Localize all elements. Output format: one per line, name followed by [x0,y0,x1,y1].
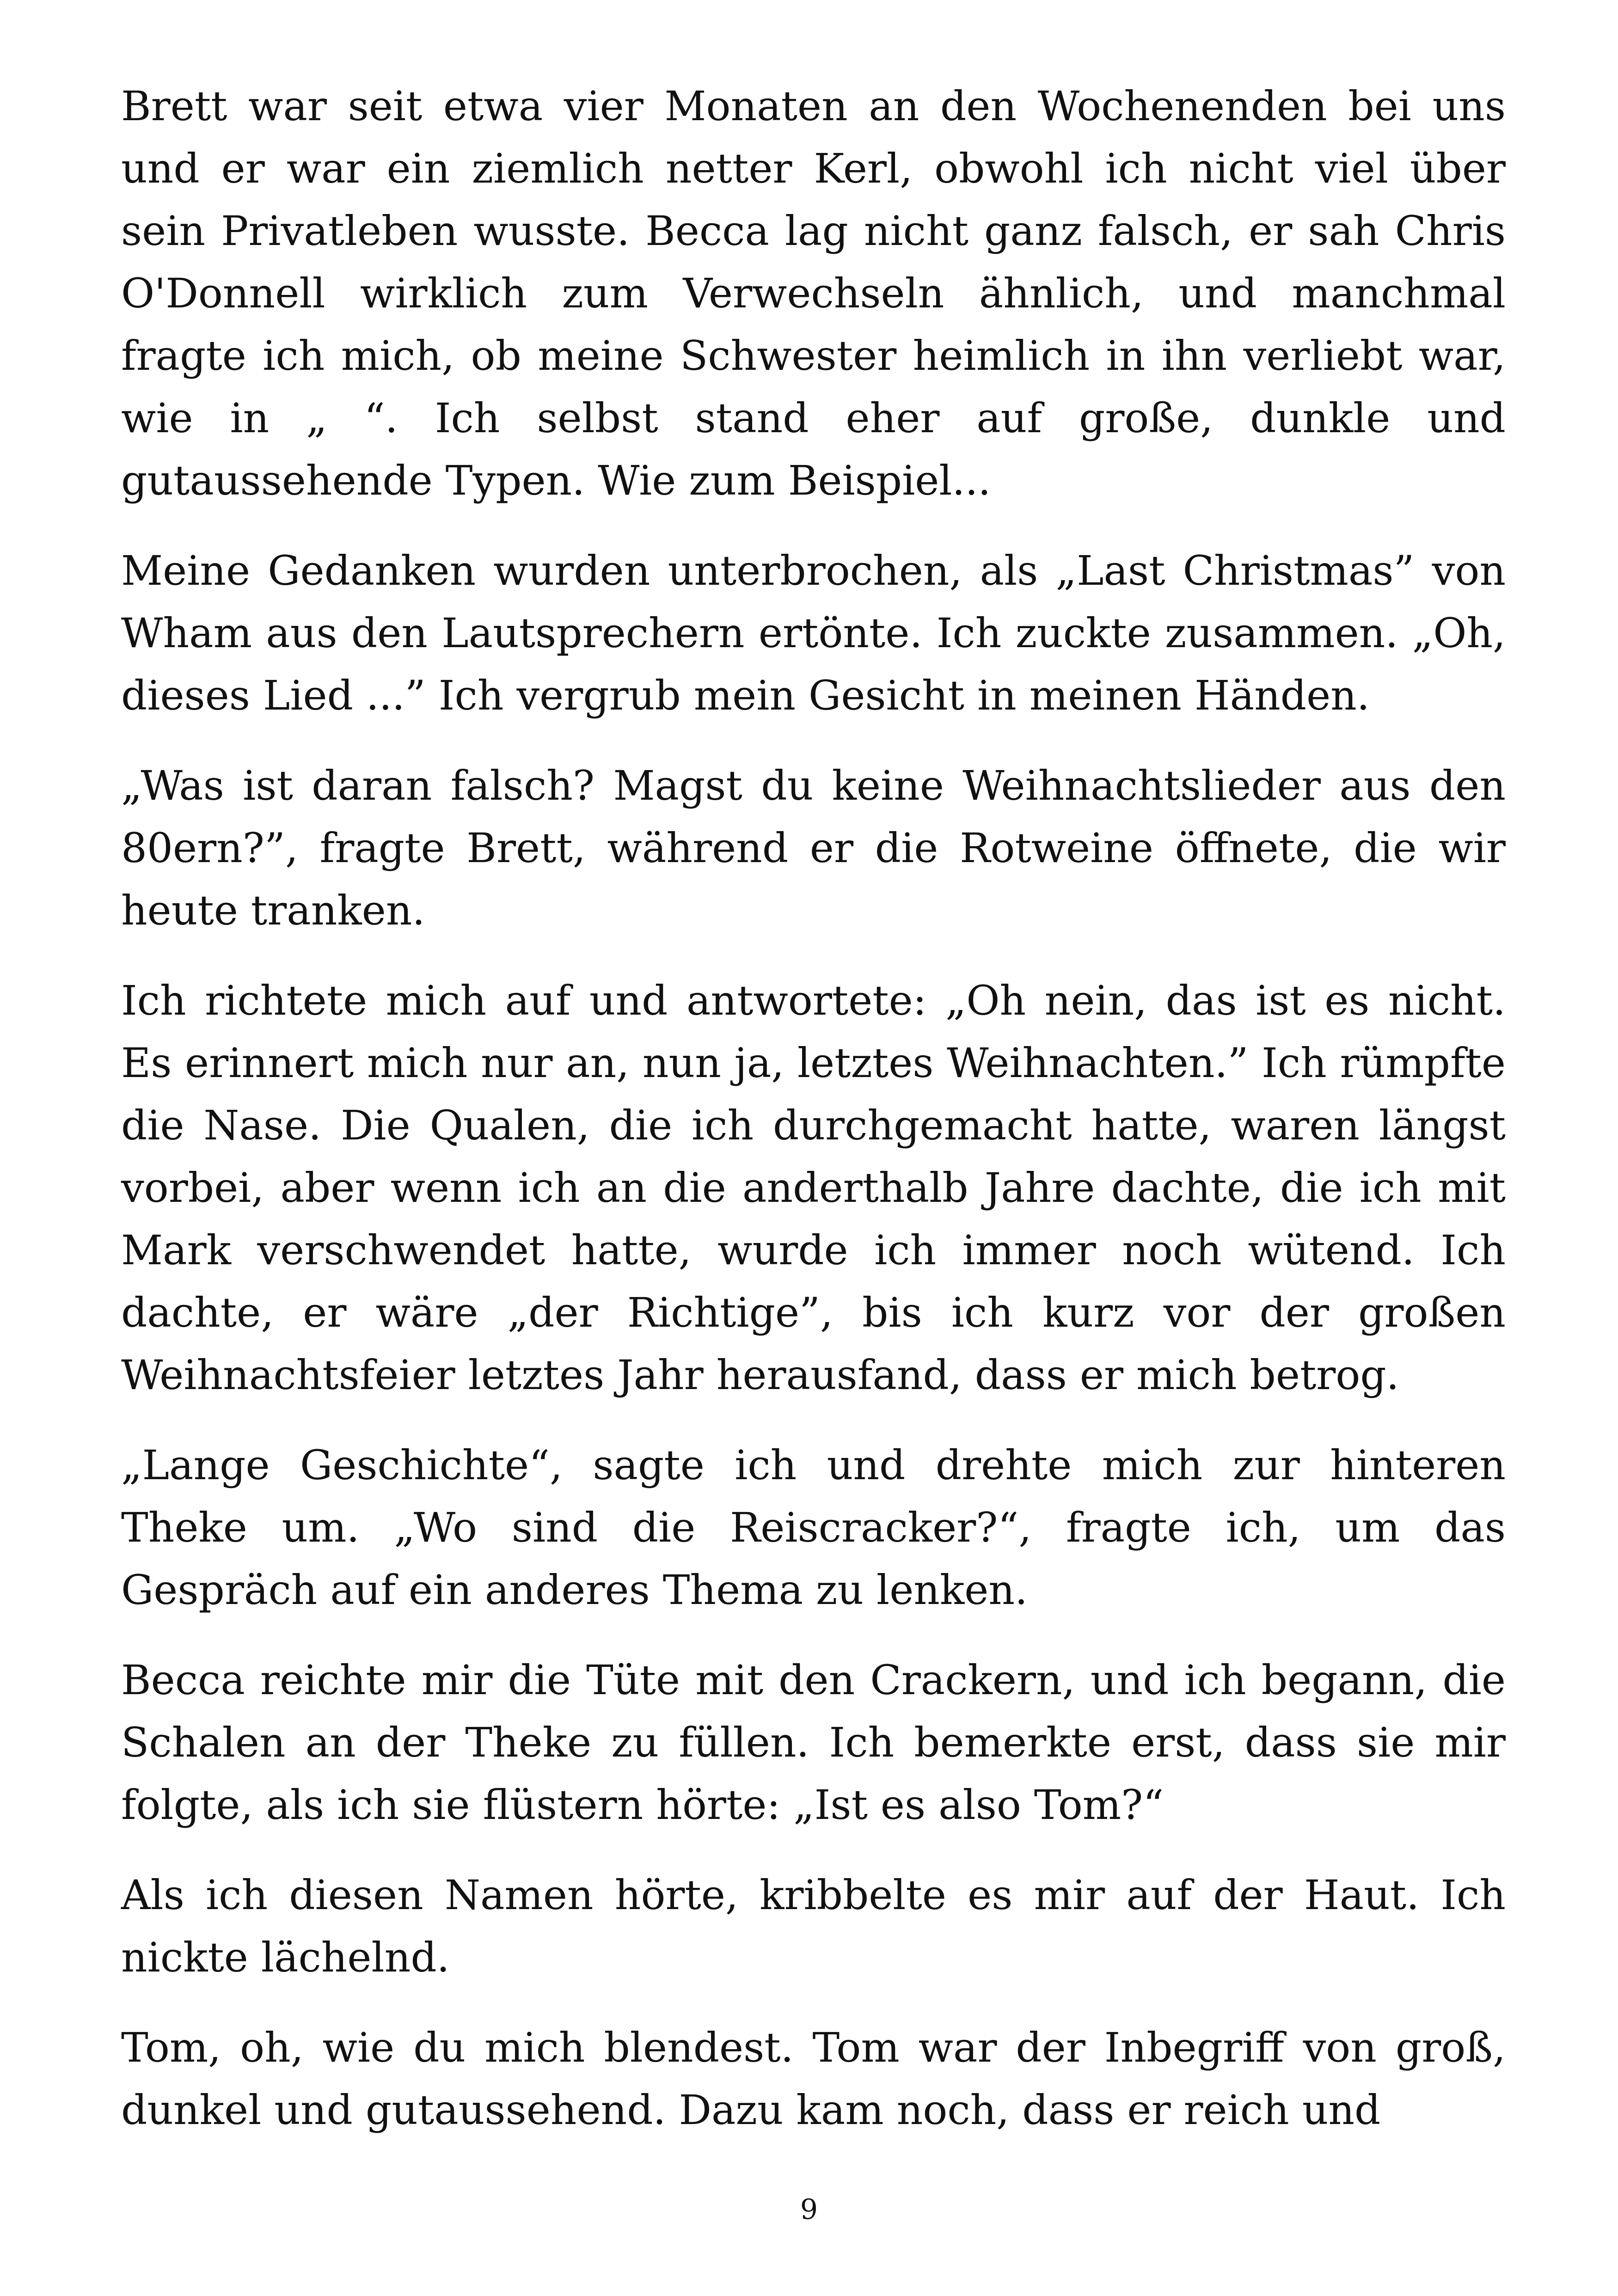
paragraph: Brett war seit etwa vier Monaten an den Wochenenden bei uns und er war ein ziemlich netter Kerl, obwohl ich nicht viel über sein Privatleben wusste. Becca lag nicht ganz falsch, er sah Chris O'Donnell wirklich zum Verwechseln ähnlich, und manchmal fragte ich mich, ob meine Schwester heimlich in ihn verliebt war, wie in „ “. Ich selbst stand eher auf große, dunkle und gutaussehende Typen. Wie zum Beispiel... [121,82,1506,504]
paragraph: „Lange Geschichte“, sagte ich und drehte mich zur hinteren Theke um. „Wo sind die Reiscracker?“, fragte ich, um das Gespräch auf ein anderes Thema zu lenken. [121,1441,1506,1614]
paragraph: Ich richtete mich auf und antwortete: „Oh nein, das ist es nicht. Es erinnert mich nur an, nun ja, letztes Weihnachten.” Ich rümpfte die Nase. Die Qualen, die ich durchgemacht hatte, waren längst vorbei, aber wenn ich an die anderthalb Jahre dachte, die ich mit Mark verschwendet hatte, wurde ich immer noch wütend. Ich dachte, er wäre „der Richtige”, bis ich kurz vor der großen Weihnachtsfeier letztes Jahr herausfand, dass er mich betrog. [121,977,1506,1399]
paragraph: Becca reichte mir die Tüte mit den Crackern, und ich begann, die Schalen an der Theke zu füllen. Ich bemerkte erst, dass sie mir folgte, als ich sie flüstern hörte: „Ist es also Tom?“ [121,1656,1506,1829]
body-text [121,75,1506,2169]
page-number: 9 [800,2193,818,2226]
paragraph: Meine Gedanken wurden unterbrochen, als „Last Christmas” von Wham aus den Lautsprechern ertönte. Ich zuckte zusammen. „Oh, dieses Lied ...” Ich vergrub mein Gesicht in meinen Händen. [121,547,1506,719]
paragraph: Als ich diesen Namen hörte, kribbelte es mir auf der Haut. Ich nickte lächelnd. [121,1871,1506,1981]
paragraph: Tom, oh, wie du mich blendest. Tom war der Inbegriff von groß, dunkel und gutaussehend. Dazu kam noch, dass er reich und [121,2024,1506,2134]
paragraph: „Was ist daran falsch? Magst du keine Weihnachtslieder aus den 80ern?”, fragte Brett, während er die Rotweine öffnete, die wir heute tranken. [121,762,1506,934]
